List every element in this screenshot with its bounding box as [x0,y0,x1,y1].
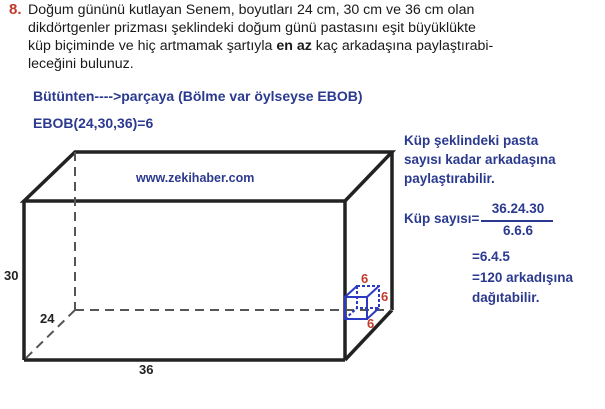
note-line-2: sayısı kadar arkadaşına [404,152,556,167]
step-1: =6.4.5 [472,249,510,264]
question-line-2: dikdörtgenler prizması şeklindeki doğum günü pastasını eşit büyüklükte [28,20,476,36]
note-line-1: Küp şeklindeki pasta [404,133,539,148]
question-emphasis: en az [276,38,312,54]
cube-right-label: 6 [381,289,389,304]
ebob-result: EBOB(24,30,36)=6 [33,115,154,131]
question-line-1: Doğum gününü kutlayan Senem, boyutları 24 cm, 30 cm ve 36 cm olan [28,2,475,18]
fraction-numerator: 36.24.30 [491,201,545,216]
cube-count-label: Küp sayısı= [404,211,480,226]
note-line-3: paylaştırabilir. [404,171,495,186]
fraction-bar [481,220,553,222]
cube-bottom-label: 6 [367,316,375,331]
question-line-3-end: kaç arkadaşına paylaştırabi- [311,38,494,54]
watermark-text: www.zekihaber.com [136,171,255,185]
step-3: dağıtabilir. [472,290,540,305]
solution-rule: Bütünten---->parçaya (Bölme var öylseyse EBOB) [33,88,363,104]
small-cube [345,286,379,319]
width-label: 36 [139,362,154,377]
depth-label: 24 [40,311,55,326]
question-line-3-start: küp biçiminde ve hiç artmamak şartıyla [28,38,277,54]
question-line-4: leceğini bulunuz. [28,56,134,72]
step-2: =120 arkadışına [472,270,573,285]
cube-top-label: 6 [361,271,369,286]
fraction-denominator: 6.6.6 [502,223,534,238]
height-label: 30 [4,268,19,283]
question-number: 8. [9,1,22,18]
